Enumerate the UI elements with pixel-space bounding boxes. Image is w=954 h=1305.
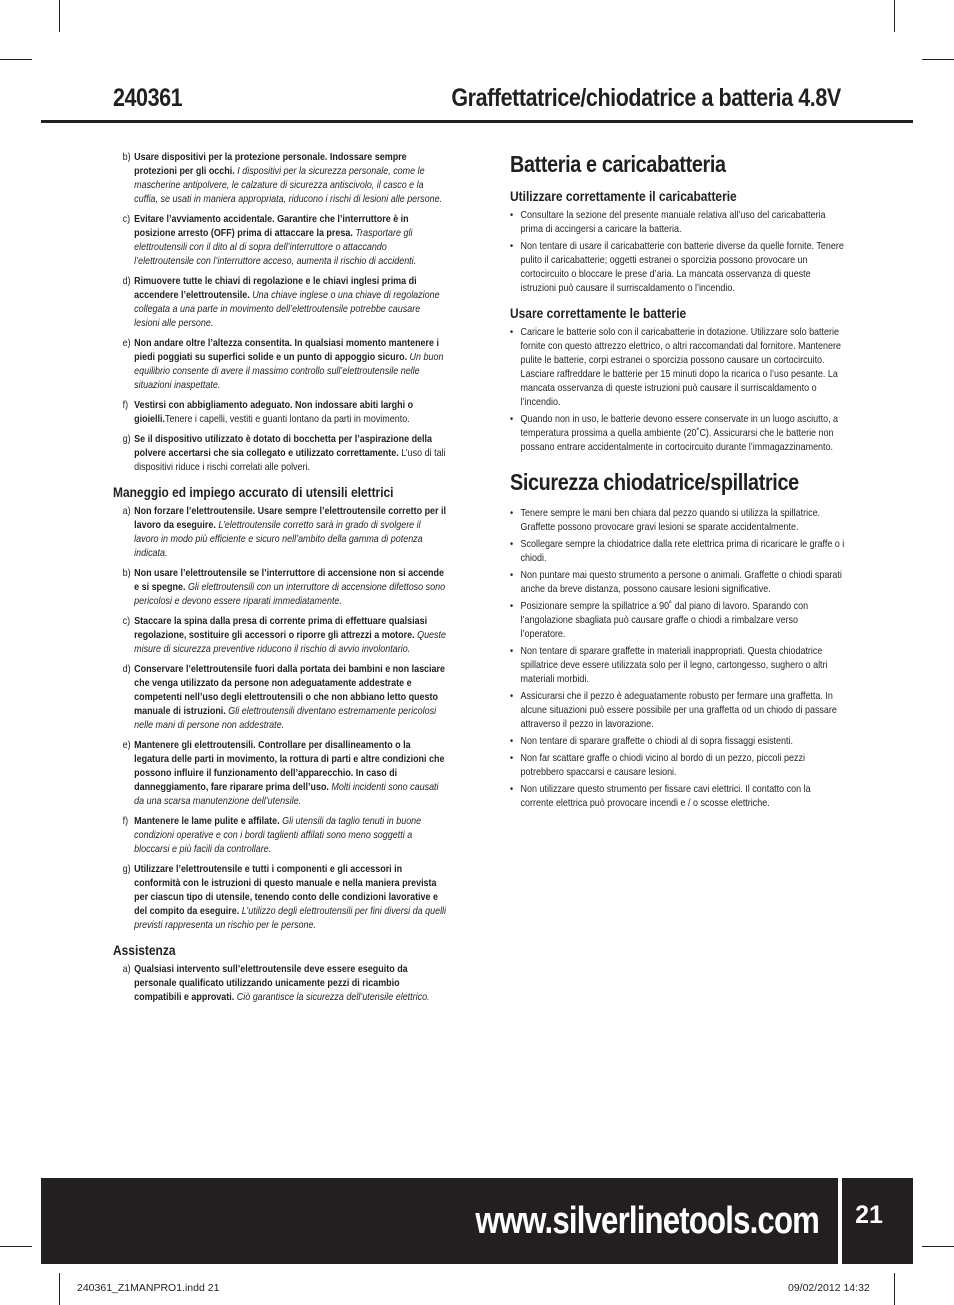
item-bold-text: Vestirsi con abbigliamento adeguato. Non indossare abiti larghi o gioielli. <box>134 400 414 425</box>
item-bold-text: Evitare l’avviamento accidentale. Garantire che l’interruttore è in posizione arresto (OFF) prima di attaccare la presa. <box>134 214 409 239</box>
crop-mark <box>59 0 60 32</box>
product-number: 240361 <box>113 84 183 112</box>
item-italic-text: Gli elettroutensili con un interruttore di accensione difettoso sono pericolosi e devono essere riparati immediatamente. <box>134 582 446 607</box>
item-letter: c) <box>122 214 131 225</box>
item-letter: a) <box>122 506 131 517</box>
nailer-heading: Sicurezza chiodatrice/spillatrice <box>510 469 799 495</box>
crop-mark <box>59 1273 60 1305</box>
page-title: Graffettatrice/chiodatrice a batteria 4.8V <box>451 84 841 112</box>
item-letter: b) <box>122 152 131 163</box>
item-letter: c) <box>122 616 131 627</box>
item-bold-text: Non forzare l’elettroutensile. Usare sempre l’elettroutensile corretto per il lavoro da eseguire. <box>134 506 446 531</box>
bullet-item: • Caricare le batterie solo con il caricabatterie in dotazione. Utilizzare solo batterie fornite con questo attrezzo elettrico, o altri raccomandati dal fornitore. Mantenere pulite le batterie, corpi estranei o sporcizia possono causare un cortocircuito. Lasciare raffreddare le batterie per 15 minuti dopo la ricarica o l’uso pesante. La mancata osservanza di queste istruzioni può causare il surriscaldamento o l’incendio. <box>510 326 844 410</box>
item-letter: f) <box>122 816 129 827</box>
bullet-item: • Non utilizzare questo strumento per fissare cavi elettrici. Il contatto con la corrente elettrica può provocare incendi e / o scosse elettriche. <box>510 783 844 811</box>
crop-mark <box>894 0 895 32</box>
item-italic-text: L’utilizzo degli elettroutensili per fini diversi da quelli previsti rappresenta un rischio per le persone. <box>134 906 447 931</box>
list-item <box>113 399 447 427</box>
item-plain-text: Tenere i capelli, vestiti e guanti lontano da parti in movimento. <box>165 414 410 425</box>
item-italic-text: L’elettroutensile corretto sarà in grado di svolgere il lavoro in modo più efficiente e sicuro nell’ambito della gamma di potenza indicata. <box>134 520 423 559</box>
left-column <box>113 151 448 1011</box>
bullet-item: • Quando non in uso, le batterie devono essere conservate in un luogo asciutto, a temperatura prossima a quella ambiente (20˚C). Assicurarsi che le batterie non possano entrare accidentalmente in cortocircuito durante l’immagazzinamento. <box>510 413 844 455</box>
nailer-bullet-list <box>510 507 844 811</box>
website-url[interactable]: www.silverlinetools.com <box>475 1200 819 1242</box>
list-item <box>113 275 447 331</box>
item-letter: e) <box>122 338 131 349</box>
list-item <box>113 567 447 609</box>
tool-use-heading: Maneggio ed impiego accurato di utensili elettrici <box>113 485 394 500</box>
item-italic-text: Gli utensili da taglio tenuti in buone condizioni operative e con i bordi taglienti affilati sono meno soggetti a bloccarsi e più facili da controllare. <box>134 816 422 855</box>
item-bold-text: Se il dispositivo utilizzato è dotato di bocchetta per l’aspirazione della polvere accertarsi che sia collegato e utilizzato correttamente. <box>134 434 433 459</box>
crop-mark <box>0 59 32 60</box>
list-item <box>113 213 447 269</box>
list-item <box>113 505 447 561</box>
bullet-item: • Non far scattare graffe o chiodi vicino al bordo di un pezzo, piccoli pezzi potrebbero spaccarsi e causare lesioni. <box>510 752 844 780</box>
personal-safety-list <box>113 151 447 475</box>
bullet-item: • Non tentare di sparare graffette in materiali inappropriati. Questa chiodatrice spillatrice deve essere utilizzata solo per il legno, cartongesso, sughero o altri materiali morbidi. <box>510 645 844 687</box>
item-italic-text: Trasportare gli elettroutensili con il dito al di sopra dell’interruttore o attaccando l’elettroutensile con l’interruttore acceso, aumenta il rischio di accidenti. <box>134 228 417 267</box>
item-bold-text: Mantenere le lame pulite e affilate. <box>134 816 280 827</box>
item-italic-text: Gli elettroutensili diventano estremamente pericolosi nelle mani di persone non addestrate. <box>134 706 437 731</box>
right-column <box>510 151 845 814</box>
item-italic-text: Una chiave inglese o una chiave di regolazione collegata a una parte in movimento dell’elettroutensile potrebbe causare lesioni alle persone. <box>134 290 440 329</box>
list-item <box>113 815 447 857</box>
item-bold-text: Utilizzare l’elettroutensile e tutti i componenti e gli accessori in conformità con le istruzioni di questo manuale e nella maniera prevista per ciascun tipo di utensile, tenendo conto delle condizioni lavorative e del compito da eseguire. <box>134 864 438 917</box>
website-link[interactable] <box>41 1178 819 1264</box>
crop-mark <box>0 1246 32 1247</box>
item-bold-text: Non andare oltre l’altezza consentita. In qualsiasi momento mantenere i piedi poggiati su superfici solide e un punto di appoggio sicuro. <box>134 338 440 363</box>
item-bold-text: Staccare la spina dalla presa di corrente prima di effettuare qualsiasi regolazione, sostituire gli accessori o riporre gli attrezzi a motore. <box>134 616 428 641</box>
item-letter: b) <box>122 568 131 579</box>
bullet-item: • Non tentare di sparare graffette o chiodi al di sopra fissaggi esistenti. <box>510 735 844 749</box>
item-bold-text: Conservare l’elettroutensile fuori dalla portata dei bambini e non lasciare che venga utilizzato da persone non adeguatamente addestrate e competenti nell’uso degli elettroutensili o che non abbiano letto questo manuale di istruzioni. <box>134 664 445 717</box>
item-bold-text: Rimuovere tutte le chiavi di regolazione e le chiavi inglesi prima di accendere l’elettroutensile. <box>134 276 417 301</box>
item-bold-text: Qualsiasi intervento sull’elettroutensile deve essere eseguito da personale qualificato utilizzando unicamente pezzi di ricambio compatibili e approvati. <box>134 964 408 1003</box>
bullet-item: • Posizionare sempre la spillatrice a 90˚ dal piano di lavoro. Sparando con l’angolazione sbagliata può causare graffe o chiodi a rimbalzare verso l’operatore. <box>510 600 844 642</box>
item-italic-text: Molti incidenti sono causati da una scarsa manutenzione dell’utensile. <box>134 782 439 807</box>
list-item <box>113 863 447 933</box>
item-italic-text: I dispositivi per la sicurezza personale, come le mascherine antipolvere, le calzature di sicurezza antiscivolo, il casco e la cuffia, se usati in maniera appropriata, riducono i rischi di lesioni alle persone. <box>134 166 443 205</box>
slug-date: 09/02/2012 14:32 <box>788 1282 870 1294</box>
list-item <box>113 615 447 657</box>
item-italic-text: Queste misure di sicurezza preventive riducono il rischio di avvio involontario. <box>134 630 447 655</box>
battery-heading: Batteria e caricabatteria <box>510 151 726 177</box>
list-item <box>113 151 447 207</box>
service-heading: Assistenza <box>113 943 176 958</box>
list-item <box>113 337 447 393</box>
item-letter: a) <box>122 964 131 975</box>
list-item <box>113 963 447 1005</box>
bullet-item: • Non tentare di usare il caricabatterie con batterie diverse da quelle fornite. Tenere pulito il caricabatterie; oggetti estranei o sporcizia possono provocare un cortocircuito o bloccare le prese d’aria. La mancata osservanza di queste istruzioni può causare il surriscaldamento o l’incendio. <box>510 240 844 296</box>
bullet-item: • Assicurarsi che il pezzo è adeguatamente robusto per fermare una graffetta. In alcune situazioni può essere possibile per una graffetta od un chiodo di passare attraverso il pezzo in lavorazione. <box>510 690 844 732</box>
item-letter: f) <box>122 400 129 411</box>
list-item <box>113 663 447 733</box>
item-bold-text: Mantenere gli elettroutensili. Controllare per disallineamento o la legatura delle parti in movimento, la rottura di parti e altre condizioni che possono influire il funzionamento dell’apparecchio. In caso di danneggiamento, fare riparare prima dell’uso. <box>134 740 445 793</box>
crop-mark <box>894 1273 895 1305</box>
item-italic-text: Ciò garantisce la sicurezza dell’utensile elettrico. <box>234 992 430 1003</box>
item-letter: d) <box>122 276 131 287</box>
bullet-item: • Consultare la sezione del presente manuale relativa all’uso del caricabatteria prima di accingersi a caricare la batteria. <box>510 209 844 237</box>
bullet-item: • Non puntare mai questo strumento a persone o animali. Graffette o chiodi sparati anche da breve distanza, possono causare lesioni significative. <box>510 569 844 597</box>
bullet-item: • Scollegare sempre la chiodatrice dalla rete elettrica prima di ricaricare le graffe o i chiodi. <box>510 538 844 566</box>
item-bold-text: Non usare l’elettroutensile se l’interruttore di accensione non si accende e si spegne. <box>134 568 445 593</box>
item-plain-text: L’uso di tali dispositivi riduce i rischi correlati alle polveri. <box>134 448 446 473</box>
service-list <box>113 963 447 1005</box>
battery-bullet-list <box>510 326 844 455</box>
page-number: 21 <box>855 1201 883 1229</box>
tool-use-list <box>113 505 447 933</box>
item-letter: g) <box>122 434 131 445</box>
crop-mark <box>922 1246 954 1247</box>
item-letter: d) <box>122 664 131 675</box>
header-rule <box>41 120 913 123</box>
bullet-item: • Tenere sempre le mani ben chiara dal pezzo quando si utilizza la spillatrice. Graffette possono provocare gravi lesioni se sparate accidentalmente. <box>510 507 844 535</box>
charger-bullet-list <box>510 209 844 296</box>
item-bold-text: Usare dispositivi per la protezione personale. Indossare sempre protezioni per gli occhi. <box>134 152 407 177</box>
list-item <box>113 433 447 475</box>
charger-subheading: Utilizzare correttamente il caricabatterie <box>510 189 737 204</box>
crop-mark <box>922 59 954 60</box>
slug-file: 240361_Z1MANPRO1.indd 21 <box>77 1282 220 1294</box>
item-letter: g) <box>122 864 131 875</box>
item-italic-text: Un buon equilibrio consente di avere il massimo controllo sull’elettroutensile nelle situazioni inaspettate. <box>134 352 444 391</box>
item-letter: e) <box>122 740 131 751</box>
battery-subheading: Usare correttamente le batterie <box>510 306 687 321</box>
list-item <box>113 739 447 809</box>
